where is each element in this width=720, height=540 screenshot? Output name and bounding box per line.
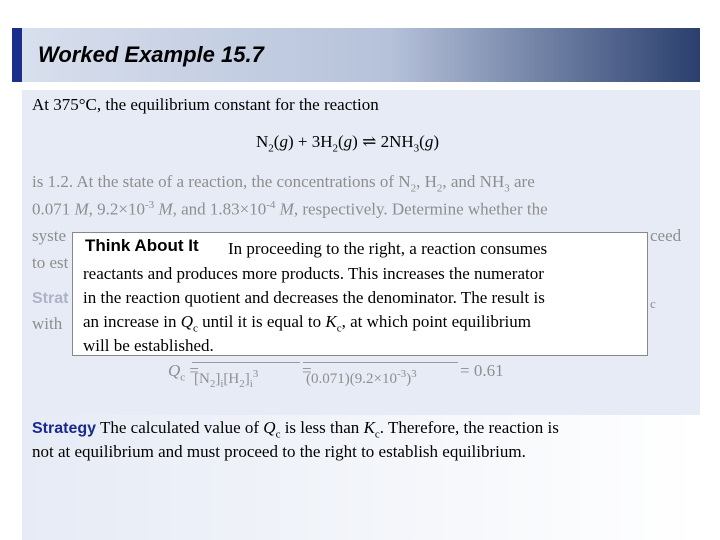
line4-text-f: , respectively. Determine whether the	[293, 199, 548, 219]
faded-strategy-with: with	[32, 314, 63, 333]
strategy-text-c: . Therefore, the reaction is	[379, 418, 559, 437]
qc-den-h: [H	[223, 371, 240, 387]
think-line-4	[83, 312, 531, 334]
qc-q-sub: c	[180, 371, 186, 384]
strategy-kc: K	[363, 418, 375, 437]
qc-den2-exp2: 3	[411, 368, 417, 380]
qc-den2-a: (0.071)(9.2×10	[306, 371, 397, 387]
strategy-text-b: is less than	[280, 418, 364, 437]
problem-line-4	[32, 199, 548, 220]
qc-den-end: ]	[244, 371, 250, 387]
think-kc: K	[325, 312, 337, 331]
think-line-1: In proceeding to the right, a reaction consumes	[228, 239, 548, 258]
qc-den2-end: )	[406, 371, 412, 387]
line4-exp-2: -4	[266, 199, 276, 211]
reaction-plus-h2: ) + 3H	[287, 132, 333, 151]
reaction-equation: $N_2(g) + 3H_2(g)$ ⇌ $2NH_3(g)$	[256, 132, 439, 155]
qc-den-sub-1: 2	[209, 378, 216, 390]
line4-exp-1: -3	[145, 199, 155, 211]
line3-text-c: , and NH	[442, 172, 505, 191]
qc-den-mid: ]	[215, 371, 221, 387]
qc-result: = 0.61	[460, 361, 504, 380]
qc-equals: =	[185, 361, 200, 380]
reaction-phase-2: g	[343, 132, 353, 151]
think-kc-sub: c	[336, 322, 342, 335]
qc-den-start: [N	[194, 371, 210, 387]
strategy-line-2: not at equilibrium and must proceed to the right to establish equilibrium.	[32, 442, 526, 461]
problem-intro-text: At 375°C, the equilibrium constant for the reaction	[32, 95, 379, 114]
reaction-n2-sub: 2	[268, 142, 274, 155]
line3-sub-3: 3	[504, 182, 510, 195]
strategy-line-1	[32, 418, 559, 440]
faded-strategy-label: Strat	[32, 290, 69, 307]
reaction-nh3-sub: 3	[413, 142, 420, 155]
problem-intro	[32, 95, 379, 115]
think-about-it-label: Think About It	[85, 236, 199, 255]
qc-denominator-1	[194, 368, 258, 390]
line4-molar-2: M	[158, 199, 173, 219]
problem-line-3	[32, 172, 535, 194]
strategy-label: Strategy	[32, 420, 97, 437]
qc-equals-2: =	[302, 361, 312, 380]
think-line-4-a: an increase in	[83, 312, 181, 331]
problem-line-6-start: to est	[32, 253, 69, 272]
line4-text-b: , 9.2×10	[88, 199, 146, 219]
reaction-arrow-nh3: ⇌ 2NH	[357, 132, 414, 151]
strategy-text-a: The calculated value of	[96, 418, 264, 437]
qc-den-exp: 3	[252, 368, 259, 380]
strategy-qc-sub: c	[275, 428, 281, 441]
think-line-5: will be established.	[83, 336, 214, 355]
problem-line-5-start: syste	[32, 226, 66, 245]
qc-den-i2: i	[249, 378, 253, 390]
line4-molar-1: M	[74, 199, 89, 219]
qc-denominator-2	[306, 368, 417, 388]
line4-molar-3: M	[279, 199, 294, 219]
think-qc-sub: c	[192, 322, 198, 335]
line3-text-b: , H	[416, 172, 437, 191]
qc-fraction-bar-1	[192, 362, 300, 363]
line3-sub-2: 2	[436, 182, 443, 195]
reaction-phase-1: g	[279, 132, 288, 151]
line4-text-a: 0.071	[32, 199, 75, 219]
title-accent-stripe	[12, 28, 22, 82]
think-line-4-c: , at which point equilibrium	[341, 312, 531, 331]
think-line-4-b: until it is equal to	[197, 312, 326, 331]
qc-den2-exp: -3	[396, 368, 407, 380]
slide-title: Worked Example 15.7	[38, 42, 264, 67]
faded-strategy-c: c	[650, 296, 656, 311]
problem-line-5-end: ceed	[650, 226, 682, 245]
reaction-phase-3: g	[424, 132, 434, 151]
line3-text-d: are	[509, 172, 535, 191]
qc-den-i1: i	[220, 378, 224, 390]
think-line-3: in the reaction quotient and decreases the denominator. The result is	[83, 288, 545, 307]
line4-text-d: , and 1.83×10	[172, 199, 267, 219]
strategy-kc-sub: c	[374, 428, 380, 441]
line3-sub-1: 2	[410, 182, 417, 195]
qc-fraction-bar-2	[303, 362, 458, 363]
reaction-n2: N	[256, 132, 269, 151]
reaction-h2-sub: 2	[332, 142, 338, 155]
strategy-qc: Q	[263, 418, 276, 437]
line3-text-a: is 1.2. At the state of a reaction, the concentrations of N	[32, 172, 411, 191]
qc-den-sub-2: 2	[239, 378, 245, 390]
think-line-2: reactants and produces more products. This increases the numerator	[83, 264, 544, 283]
qc-q: Q	[168, 361, 181, 380]
think-qc: Q	[180, 312, 193, 331]
